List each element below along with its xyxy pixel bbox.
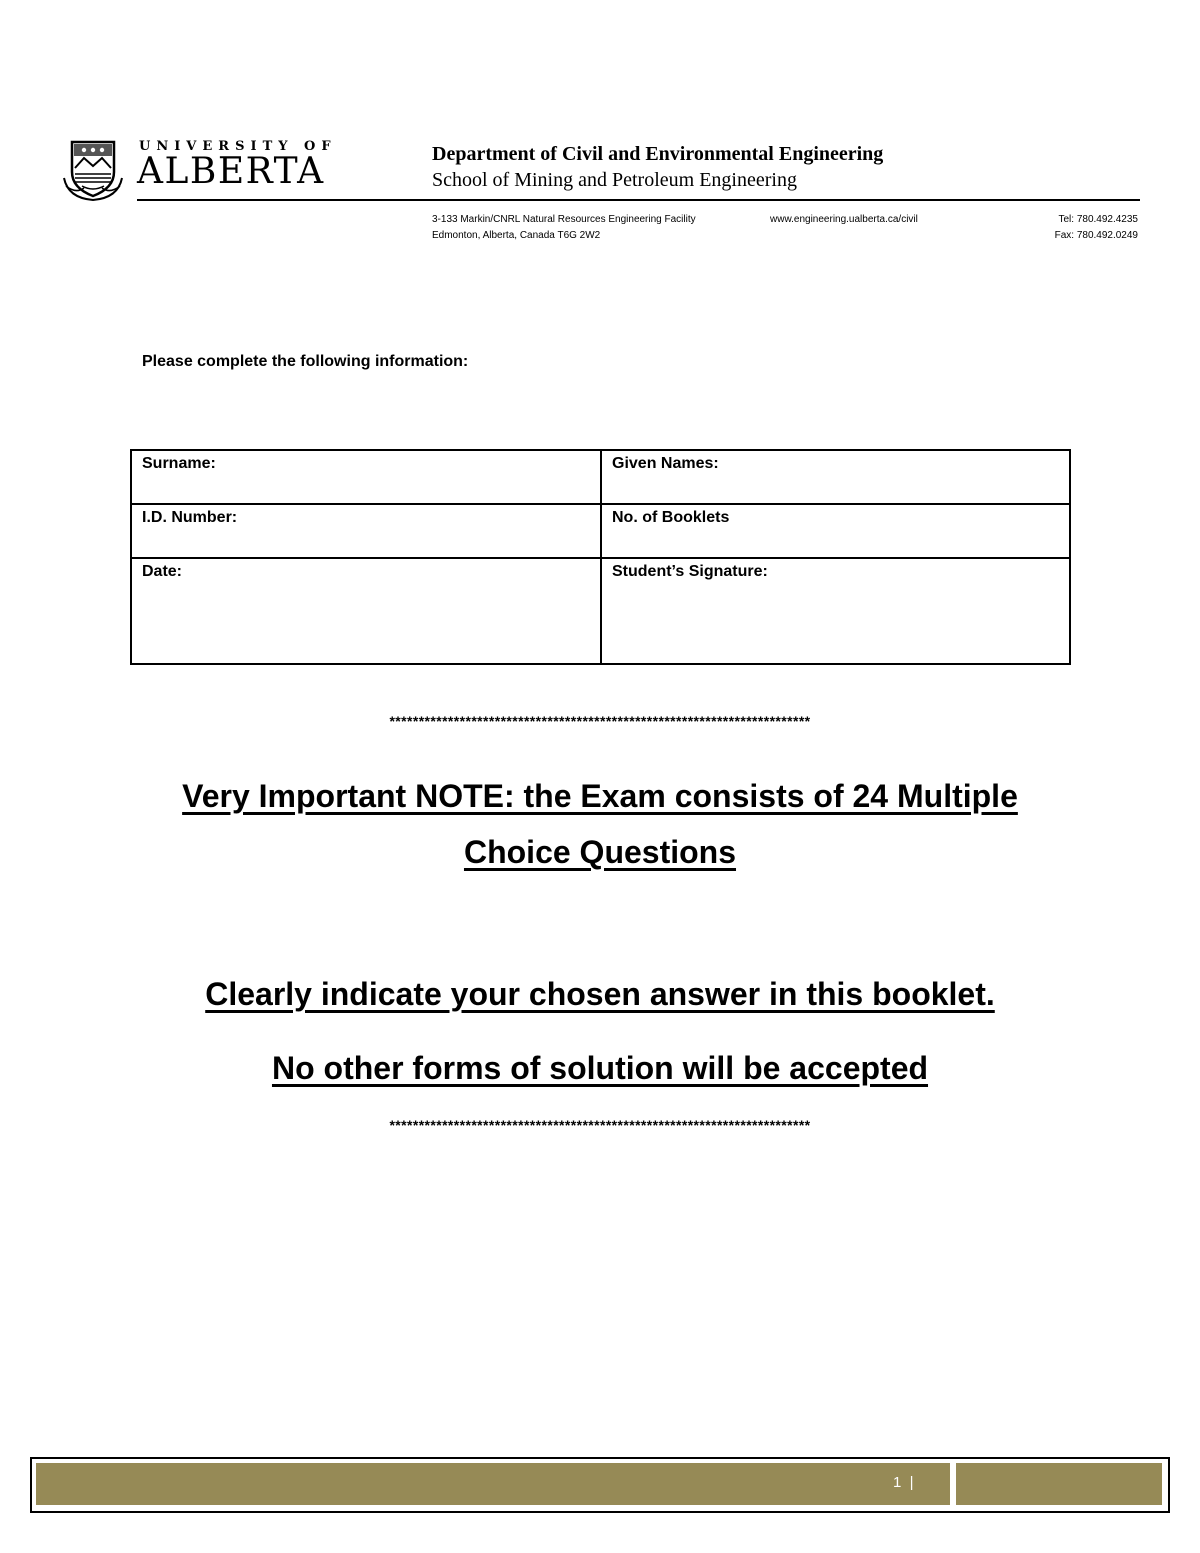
surname-field[interactable]: Surname:	[131, 450, 601, 504]
address-line-1: 3-133 Markin/CNRL Natural Resources Engineering Facility	[432, 214, 696, 225]
booklets-field[interactable]: No. of Booklets	[601, 504, 1070, 558]
address-line-2: Edmonton, Alberta, Canada T6G 2W2	[432, 230, 601, 241]
solution-warning: No other forms of solution will be accepted	[271, 1050, 929, 1086]
date-field[interactable]: Date:	[131, 558, 601, 664]
separator-top: ************************************************************************	[389, 713, 811, 729]
university-crest-icon	[62, 138, 124, 202]
student-info-table	[130, 449, 1071, 665]
school-name: School of Mining and Petroleum Engineering	[432, 169, 797, 191]
header-divider	[137, 199, 1140, 201]
exam-note: Very Important NOTE: the Exam consists of 24 Multiple Choice Questions	[182, 778, 1018, 870]
logo-alberta: ALBERTA	[137, 151, 325, 192]
given-names-field[interactable]: Given Names:	[601, 450, 1070, 504]
table-row	[131, 558, 1070, 664]
footer-bar	[36, 1463, 950, 1505]
table-row	[131, 504, 1070, 558]
table-row	[131, 450, 1070, 504]
website-link[interactable]: www.engineering.ualberta.ca/civil	[770, 214, 918, 225]
telephone: Tel: 780.492.4235	[1058, 214, 1138, 225]
answer-instruction: Clearly indicate your chosen answer in this booklet.	[205, 976, 995, 1012]
department-name: Department of Civil and Environmental Engineering	[432, 143, 884, 165]
logo-university-of: UNIVERSITY OF	[139, 139, 337, 154]
page-number: 1 |	[893, 1474, 914, 1491]
footer-side-block	[956, 1463, 1162, 1505]
id-number-field[interactable]: I.D. Number:	[131, 504, 601, 558]
signature-field[interactable]: Student’s Signature:	[601, 558, 1070, 664]
fax: Fax: 780.492.0249	[1054, 230, 1138, 241]
separator-bottom: ************************************************************************	[389, 1117, 811, 1133]
instruction-text: Please complete the following information:	[142, 353, 469, 370]
